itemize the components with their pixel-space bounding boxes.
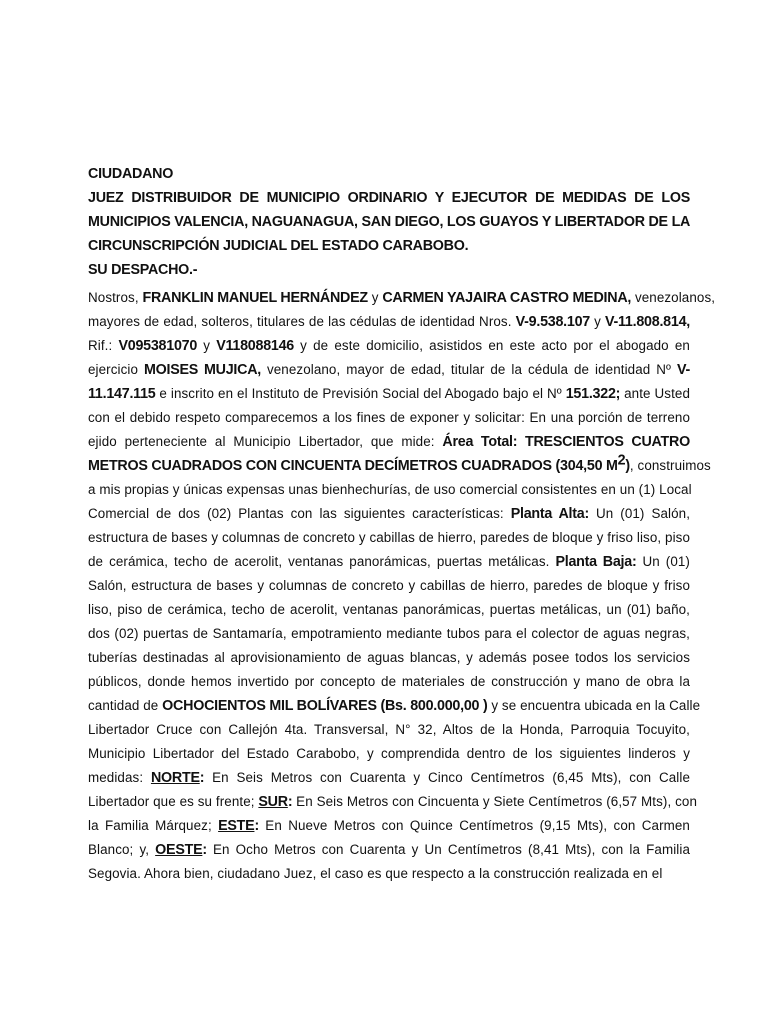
body-line: Segovia. Ahora bien, ciudadano Juez, el caso es que respecto a la construcción realizada en el <box>88 866 663 881</box>
body-line: medidas: NORTE: En Seis Metros con Cuarenta y Cinco Centímetros (6,45 Mts), con Calle <box>88 770 690 786</box>
body-line: mayores de edad, solteros, titulares de las cédulas de identidad Nros. V-9.538.107 y V-11.808.814, <box>88 314 690 330</box>
body-line: dos (02) puertas de Santamaría, empotramiento mediante tubos para el colector de aguas negras, <box>88 626 690 641</box>
body-line: Libertador que es su frente; SUR: En Seis Metros con Cincuenta y Siete Centímetros (6,57 Mts), con <box>88 794 698 810</box>
body-line: tuberías destinadas al aprovisionamiento de aguas blancas, y además posee todos los servicios <box>88 650 690 665</box>
body-line: Rif.: V095381070 y V118088146 y de este domicilio, asistidos en este acto por el abogado en <box>88 338 690 354</box>
body-line: cantidad de OCHOCIENTOS MIL BOLÍVARES (Bs. 800.000,00 ) y se encuentra ubicada en la Calle <box>88 698 701 714</box>
office-line: SU DESPACHO.- <box>88 262 198 278</box>
body-line: Comercial de dos (02) Plantas con las siguientes características: Planta Alta: Un (01) Salón, <box>88 506 691 522</box>
body-line: con el debido respeto comparecemos a los fines de exponer y solicitar: En una porción de terreno <box>88 410 690 425</box>
body-line: METROS CUADRADOS CON CINCUENTA DECÍMETROS CUADRADOS (304,50 $M^2$), construimos <box>88 452 711 474</box>
letter-body <box>88 286 716 886</box>
court-line-1: JUEZ DISTRIBUIDOR DE MUNICIPIO ORDINARIO Y EJECUTOR DE MEDIDAS DE LOS <box>88 190 690 206</box>
body-line: Municipio Libertador del Estado Carabobo, y comprendida dentro de los siguientes linderos y <box>88 746 690 761</box>
court-line-2: MUNICIPIOS VALENCIA, NAGUANAGUA, SAN DIEGO, LOS GUAYOS Y LIBERTADOR DE LA <box>88 214 691 230</box>
body-line: ejercicio MOISES MUJICA, venezolano, mayor de edad, titular de la cédula de identidad Nº V- <box>88 362 690 378</box>
body-line: liso, piso de cerámica, techo de acerolit, ventanas panorámicas, puertas metálicas, un (01) baño, <box>88 602 690 617</box>
body-line: Libertador Cruce con Callejón 4ta. Transversal, N° 32, Altos de la Honda, Parroquia Tocuyito, <box>88 722 690 737</box>
letter-heading <box>88 162 690 282</box>
body-line: estructura de bases y columnas de concreto y cabillas de hierro, paredes de bloque y friso liso, piso <box>88 530 690 545</box>
body-line: la Familia Márquez; ESTE: En Nueve Metros con Quince Centímetros (9,15 Mts), con Carmen <box>88 818 690 834</box>
body-line: de cerámica, techo de acerolit, ventanas panorámicas, puertas metálicas. Planta Baja: Un (01) <box>88 554 690 570</box>
body-line: Nostros, FRANKLIN MANUEL HERNÁNDEZ y CARMEN YAJAIRA CASTRO MEDINA, venezolanos, <box>88 290 716 306</box>
court-line-3: CIRCUNSCRIPCIÓN JUDICIAL DEL ESTADO CARABOBO. <box>88 238 469 254</box>
body-line: a mis propias y únicas expensas unas bienhechurías, de uso comercial consistentes en un (1) Local <box>88 482 692 497</box>
body-line: Blanco; y, OESTE: En Ocho Metros con Cuarenta y Un Centímetros (8,41 Mts), con la Familia <box>88 842 690 858</box>
addressee: CIUDADANO <box>88 166 174 182</box>
body-line: Salón, estructura de bases y columnas de concreto y cabillas de hierro, paredes de bloque y friso <box>88 578 690 593</box>
body-line: 11.147.115 e inscrito en el Instituto de Previsión Social del Abogado bajo el Nº 151.322; ante Usted <box>88 386 690 402</box>
body-line: ejido perteneciente al Municipio Libertador, que mide: Área Total: TRESCIENTOS CUATRO <box>88 434 690 450</box>
body-line: públicos, donde hemos invertido por concepto de materiales de construcción y mano de obra la <box>88 674 690 689</box>
